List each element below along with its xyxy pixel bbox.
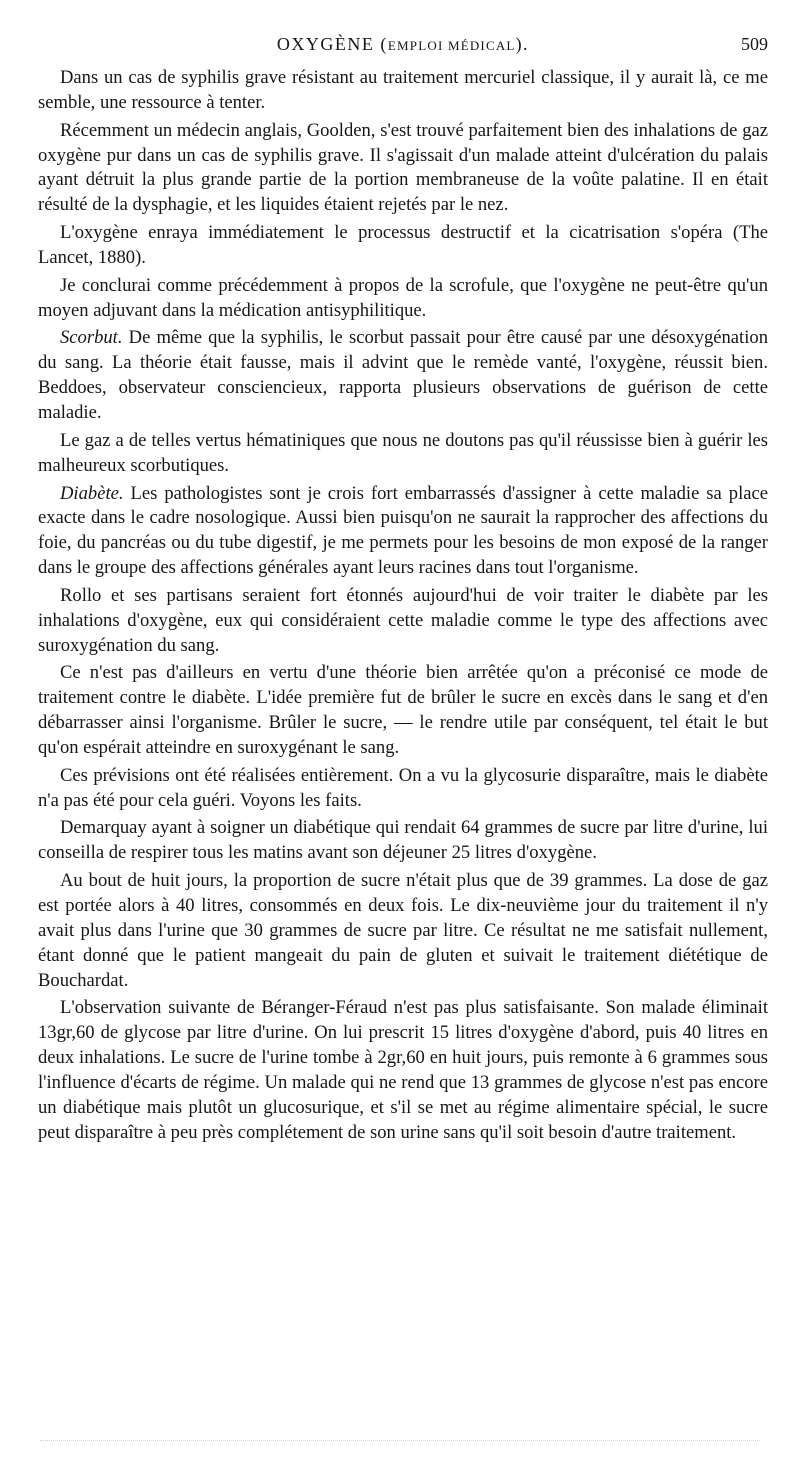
paragraph-text: Au bout de huit jours, la proportion de sucre n'était plus que de 39 grammes. La dose de gaz est portée alors à 40 litres, consommés en deux fois. Le dix-neuvième jour du traitement il n'y avait plus dans l'urine que 30 grammes de sucre par litre. Ce résultat ne me satisfait nullement, étant donné que le patient mangeait du pain de gluten et suivait le traitement diététique de Bouchardat.	[38, 870, 768, 991]
running-title-small-caps: EMPLOI MÉDICAL	[387, 38, 516, 53]
running-header	[38, 34, 768, 58]
paragraph-diabete-7	[38, 996, 768, 1145]
paragraph-text: L'observation suivante de Béranger-Féraud n'est pas plus satisfaisante. Son malade éliminait 13gr,60 de glycose par litre d'urine. On lui prescrit 15 litres d'oxygène d'abord, puis 40 litres en deux inhalations. Le sucre de l'urine tombe à 2gr,60 en huit jours, puis remonte à 6 grammes sous l'influence d'écarts de régime. Un malade qui ne rend que 13 grammes de glycose n'est pas encore un diabétique mais plutôt un glucosurique, et s'il se met au régime alimentaire spécial, le sucre peut disparaître à peu près complétement de son urine sans qu'il soit besoin d'autre traitement.	[38, 997, 768, 1143]
paragraph-diabete-1	[38, 482, 768, 581]
section-lead-diabete: Diabète.	[60, 482, 124, 504]
paragraph-diabete-2	[38, 584, 768, 659]
page-bottom-rule	[40, 1440, 760, 1447]
paragraph-diabete-5	[38, 816, 768, 866]
body-text	[38, 66, 768, 1148]
paragraph-text: Dans un cas de syphilis grave résistant au traitement mercuriel classique, il y aurait là, ce me semble, une ressource à tenter.	[38, 67, 768, 113]
paragraph-text: Je conclurai comme précédemment à propos de la scrofule, que l'oxygène ne peut-être qu'un moyen adjuvant dans la médication antisyphilitique.	[38, 274, 768, 321]
paragraph-text: Le gaz a de telles vertus hématiniques que nous ne doutons pas qu'il réussisse bien à guérir les malheureux scorbutiques.	[38, 429, 768, 476]
paragraph-scorbut-1	[38, 326, 768, 425]
paragraph-text: Rollo et ses partisans seraient fort étonnés aujourd'hui de voir traiter le diabète par les inhalations d'oxygène, eux qui considéraient cette maladie comme le type des affections avec suroxygénation du sang.	[38, 584, 768, 656]
paragraph-syphilis-2	[38, 119, 768, 218]
paragraph-syphilis-1	[38, 66, 768, 116]
paragraph-text: De même que la syphilis, le scorbut passait pour être causé par une désoxygénation du sang. La théorie était fausse, mais il advint que le remède vanté, l'oxygène, réussit bien. Beddoes, observateur consciencieux, rapporta plusieurs observations de guérison de cette maladie.	[38, 327, 768, 423]
paragraph-text: Demarquay ayant à soigner un diabétique qui rendait 64 grammes de sucre par litre d'urine, lui conseilla de respirer tous les matins avant son déjeuner 25 litres d'oxygène.	[38, 817, 768, 864]
paragraph-syphilis-4	[38, 274, 768, 324]
paragraph-text: Récemment un médecin anglais, Goolden, s'est trouvé parfaitement bien des inhalations de gaz oxygène pur dans un cas de syphilis grave. Il s'agissait d'un malade atteint d'ulcération du palais ayant détruit la plus grande partie de la portion membraneuse de la voûte palatine. Il en était résulté de la dysphagie, et les liquides étaient rejetés par le nez.	[38, 119, 768, 216]
paragraph-diabete-3	[38, 661, 768, 760]
paragraph-text: Ces prévisions ont été réalisées entièrement. On a vu la glycosurie disparaître, mais le diabète n'a pas été pour cela guéri. Voyons les faits.	[38, 764, 768, 811]
page-number: 509	[741, 34, 768, 54]
paragraph-text: Ce n'est pas d'ailleurs en vertu d'une théorie bien arrêtée qu'on a préconisé ce mode de traitement contre le diabète. L'idée première fut de brûler le sucre en excès dans le sang et d'en débarrasser ainsi l'organisme. Brûler le sucre, — le rendre utile par conséquent, tel était le but qu'on espérait atteindre en suroxygénant le sang.	[38, 662, 768, 758]
paragraph-scorbut-2	[38, 429, 768, 479]
paragraph-diabete-6	[38, 869, 768, 993]
paragraph-text: Les pathologistes sont je crois fort embarrassés d'assigner à cette maladie sa place exacte dans le cadre nosologique. Aussi bien puisqu'on ne saurait la rapprocher des affections du foie, du pancréas ou du tube digestif, je me permets pour les besoins de mon exposé de la ranger dans le groupe des affections générales ayant leurs racines dans tout l'organisme.	[38, 482, 768, 579]
running-title-end: ).	[515, 34, 530, 54]
section-lead-scorbut: Scorbut.	[60, 327, 123, 349]
paragraph-text: L'oxygène enraya immédiatement le processus destructif et la cicatrisation s'opéra (The Lancet, 1880).	[38, 222, 768, 268]
running-title-main: OXYGÈNE (	[276, 34, 388, 54]
running-title	[38, 34, 768, 55]
paragraph-syphilis-3	[38, 221, 768, 271]
paragraph-diabete-4	[38, 764, 768, 814]
